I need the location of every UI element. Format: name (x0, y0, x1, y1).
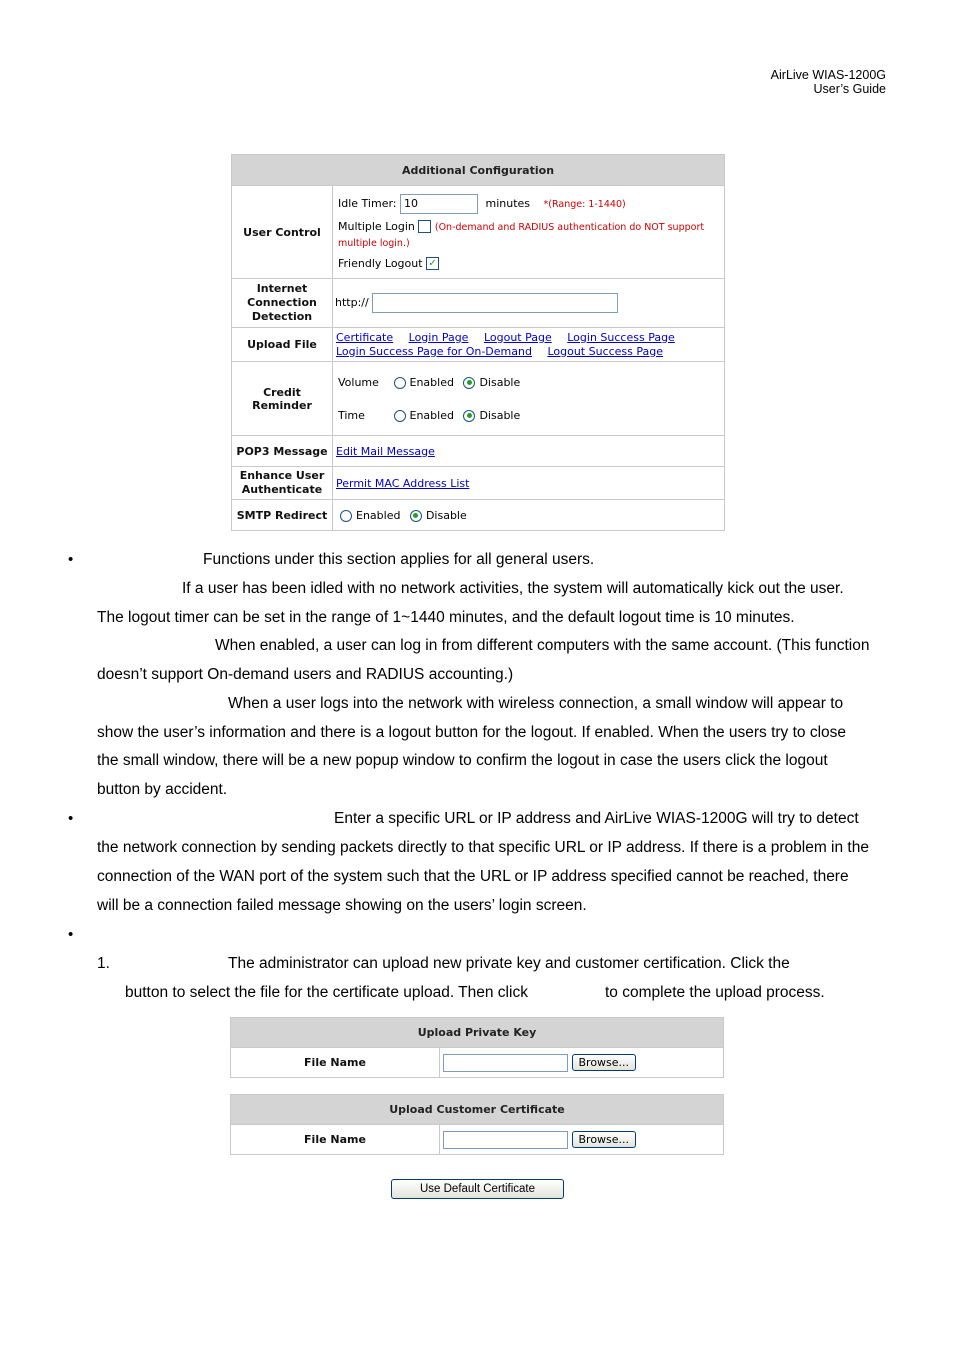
credit-reminder-label: Credit Reminder (232, 362, 333, 436)
cert-file-name-label: File Name (231, 1125, 440, 1155)
edit-mail-message-link[interactable]: Edit Mail Message (336, 444, 435, 458)
bullet-1: • (68, 551, 74, 568)
certificate-link[interactable]: Certificate (336, 330, 394, 344)
range-note: *(Range: 1-1440) (543, 198, 626, 210)
p1-line1: If a user has been idled with no network activities, the system will automatically kick out the user. (182, 580, 844, 597)
p1-line2: The logout timer can be set in the range of 1~1440 minutes, and the default logout time is 10 minutes. (97, 609, 795, 626)
upload-file-cell (333, 328, 725, 362)
item-1-number: 1. (97, 955, 110, 972)
icd-label (232, 279, 333, 328)
volume-enabled-label: Enabled (409, 375, 454, 389)
smtp-cell (333, 500, 725, 531)
enhance-label-line2: Authenticate (241, 483, 323, 496)
multiple-login-label: Multiple Login (338, 219, 415, 233)
idle-timer-label: Idle Timer: (338, 196, 397, 210)
b2-line1: Enter a specific URL or IP address and AirLive WIAS-1200G will try to detect (334, 810, 859, 827)
use-default-certificate-button[interactable]: Use Default Certificate (391, 1179, 564, 1199)
upload-customer-cert-table (230, 1094, 724, 1155)
cert-file-input[interactable] (443, 1131, 568, 1149)
icd-url-input[interactable] (372, 293, 618, 313)
p2-line2: doesn’t support On-demand users and RADIUS accounting.) (97, 666, 514, 683)
private-file-name-label: File Name (231, 1048, 440, 1078)
icd-label-line3: Detection (251, 310, 313, 323)
permit-mac-link[interactable]: Permit MAC Address List (336, 476, 470, 490)
private-browse-button[interactable]: Browse... (572, 1054, 637, 1071)
item-1-line2-end: to complete the upload process. (605, 984, 825, 1001)
pop3-label: POP3 Message (232, 436, 333, 467)
time-label: Time (338, 408, 365, 422)
friendly-logout-checkbox[interactable]: ✓ (426, 257, 439, 270)
upload-private-key-table (230, 1017, 724, 1078)
idle-timer-input[interactable]: 10 (400, 194, 478, 214)
volume-label: Volume (338, 375, 379, 389)
time-disable-radio[interactable] (463, 410, 475, 422)
volume-enabled-radio[interactable] (394, 377, 406, 389)
login-success-page-link[interactable]: Login Success Page (567, 330, 675, 344)
cert-browse-button[interactable]: Browse... (572, 1131, 637, 1148)
private-file-input[interactable] (443, 1054, 568, 1072)
smtp-disable-radio[interactable] (410, 510, 422, 522)
multiple-login-checkbox[interactable] (418, 220, 431, 233)
item-1-line1: The administrator can upload new private key and customer certification. Click the (228, 955, 790, 972)
user-control-cell (333, 186, 725, 279)
header-product: AirLive WIAS-1200G (770, 68, 886, 82)
p3-line3: the small window, there will be a new popup window to confirm the logout in case the users click the logout (97, 752, 828, 769)
volume-disable-label: Disable (479, 375, 521, 389)
friendly-logout-label: Friendly Logout (338, 256, 423, 270)
smtp-enabled-label: Enabled (356, 508, 401, 522)
table-title: Additional Configuration (232, 155, 725, 186)
volume-disable-radio[interactable] (463, 377, 475, 389)
header-guide: User’s Guide (813, 82, 886, 96)
bullet-1-text: Functions under this section applies for all general users. (203, 551, 595, 568)
bullet-2: • (68, 810, 74, 827)
b2-line4: will be a connection failed message showing on the users’ login screen. (97, 897, 587, 914)
user-control-label: User Control (232, 186, 333, 279)
upload-private-key-title: Upload Private Key (231, 1018, 724, 1048)
logout-success-page-link[interactable]: Logout Success Page (547, 344, 664, 358)
b2-line3: connection of the WAN port of the system such that the URL or IP address specified cannot be reached, there (97, 868, 849, 885)
upload-customer-cert-title: Upload Customer Certificate (231, 1095, 724, 1125)
p3-line1: When a user logs into the network with wireless connection, a small window will appear to (228, 695, 844, 712)
time-enabled-radio[interactable] (394, 410, 406, 422)
enhance-label (232, 467, 333, 500)
icd-cell (333, 279, 725, 328)
http-prefix: http:// (335, 296, 369, 309)
smtp-enabled-radio[interactable] (340, 510, 352, 522)
time-enabled-label: Enabled (409, 408, 454, 422)
credit-reminder-cell (333, 362, 725, 436)
enhance-label-line1: Enhance User (239, 469, 325, 482)
smtp-label: SMTP Redirect (232, 500, 333, 531)
smtp-disable-label: Disable (425, 508, 467, 522)
multiple-login-note: (On-demand and RADIUS authentication do NOT support (434, 221, 705, 233)
b2-line2: the network connection by sending packets directly to that specific URL or IP address. If there is a problem in the (97, 839, 869, 856)
p3-line2: show the user’s information and there is a logout button for the logout. If enabled. When the users try to close (97, 724, 847, 741)
page-header (771, 68, 886, 96)
minutes-label: minutes (485, 196, 531, 210)
bullet-3: • (68, 926, 74, 943)
icd-label-line1: Internet (256, 282, 308, 295)
login-page-link[interactable]: Login Page (408, 330, 469, 344)
logout-page-link[interactable]: Logout Page (483, 330, 552, 344)
p2-line1: When enabled, a user can log in from different computers with the same account. (This function (215, 637, 870, 654)
multiple-login-note-cont: multiple login.) (338, 237, 410, 249)
upload-file-label: Upload File (232, 328, 333, 362)
login-success-ondemand-link[interactable]: Login Success Page for On-Demand (336, 344, 532, 358)
item-1-line2: button to select the file for the certificate upload. Then click (125, 984, 528, 1001)
icd-label-line2: Connection (247, 296, 317, 309)
additional-configuration-table (231, 154, 725, 531)
time-disable-label: Disable (479, 408, 521, 422)
p3-line4: button by accident. (97, 781, 228, 798)
